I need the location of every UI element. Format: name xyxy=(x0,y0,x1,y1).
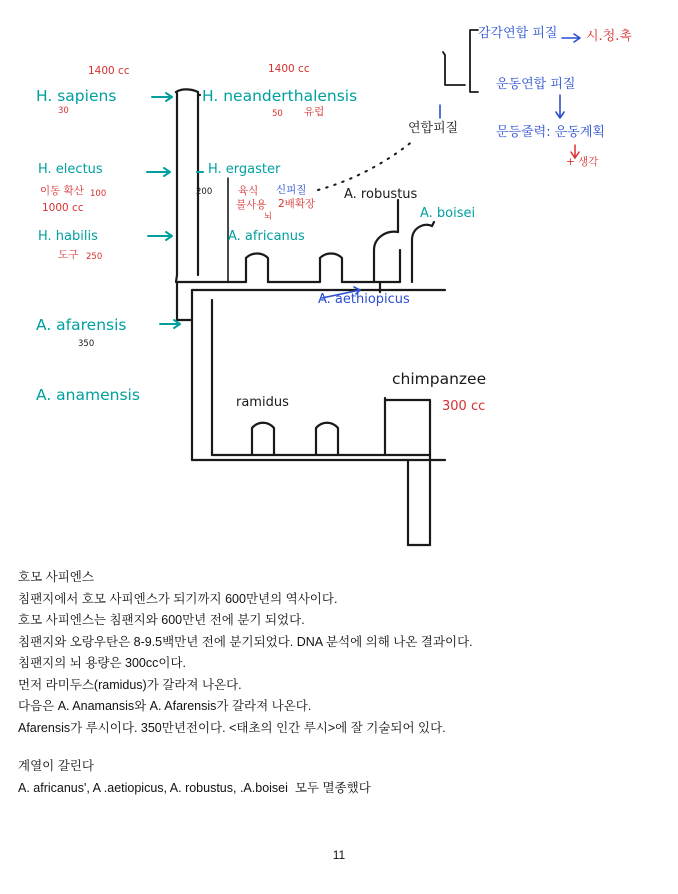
label-h-erectus-dispersal: 이동 확산 xyxy=(40,185,84,197)
label-neocortex: 신피질 xyxy=(276,184,307,196)
label-h-neanderthalensis: H. neanderthalensis xyxy=(202,87,358,105)
label-h-sapiens-brain-size: 1400 cc xyxy=(88,65,130,77)
label-sensory-association-cortex: 감각연합 피질 xyxy=(478,26,558,41)
notes-line: 침팬지와 오랑우탄은 8-9.5백만년 전에 분기되었다. DNA 분석에 의해 나온 결과이다. xyxy=(18,634,473,649)
page-number: 11 xyxy=(332,848,346,862)
label-h-erectus-age: 100 xyxy=(90,189,107,199)
notes-line: Afarensis가 루시이다. 350만년전이다. <태초의 인간 루시>에 잘 기술되어 있다. xyxy=(18,720,446,735)
label-a-afarensis: A. afarensis xyxy=(36,316,127,334)
label-motor-association-cortex: 운동연합 피질 xyxy=(496,77,576,92)
label-h-ergaster: H. ergaster xyxy=(208,162,281,177)
label-h-erectus-brain-size: 1000 cc xyxy=(42,202,84,214)
label-h-habilis-age: 250 xyxy=(86,252,103,262)
notes-spacer xyxy=(18,739,663,756)
label-meat-eating: 육식 xyxy=(238,185,259,197)
label-brain: 뇌 xyxy=(264,212,273,222)
label-h-neanderthalensis-brain-size: 1400 cc xyxy=(268,63,310,75)
label-sensory-modalities: 시.청.촉 xyxy=(586,29,632,44)
label-motor-planning: 문등줄력: 운동계획 xyxy=(496,125,605,140)
label-a-africanus: A. africanus xyxy=(228,229,305,244)
label-a-boisei: A. boisei xyxy=(420,206,476,221)
label-h-neanderthalensis-region: 유럽 xyxy=(304,106,325,118)
notes-line: 호모 사피엔스 xyxy=(18,570,94,584)
notes-line: A. africanus', A .aetiopicus, A. robustus, .A.boisei 모두 멸종했다 xyxy=(18,780,371,795)
label-a-aethiopicus: A. aethiopicus xyxy=(318,292,410,307)
label-chimpanzee: chimpanzee xyxy=(392,370,487,388)
label-brain-doubling: 2배확장 xyxy=(278,198,316,210)
label-h-ergaster-age: 200 xyxy=(196,187,213,197)
label-h-sapiens-age: 30 xyxy=(58,106,69,116)
label-h-erectus: H. electus xyxy=(38,162,103,177)
notes-line: 계열이 갈린다 xyxy=(18,759,94,773)
label-chimpanzee-brain-size: 300 cc xyxy=(442,399,486,414)
label-a-afarensis-age: 350 xyxy=(78,339,95,349)
notes-block xyxy=(18,567,663,799)
label-fire-use: 불사용 xyxy=(236,199,267,211)
notes-line: 먼저 라미두스(ramidus)가 갈라져 나온다. xyxy=(18,677,242,692)
label-h-habilis: H. habilis xyxy=(38,229,98,244)
notes-line: 침팬지에서 호모 사피엔스가 되기까지 600만년의 역사이다. xyxy=(18,591,338,606)
label-ramidus: ramidus xyxy=(236,395,289,410)
label-a-robustus: A. robustus xyxy=(344,187,418,202)
label-association-cortex: 연합피질 xyxy=(408,121,459,136)
notes-line: 침팬지의 뇌 용량은 300cc이다. xyxy=(18,656,186,670)
label-h-habilis-tools: 도구 xyxy=(58,249,79,261)
label-h-neanderthalensis-age: 50 xyxy=(272,109,283,119)
label-a-anamensis: A. anamensis xyxy=(36,386,140,404)
label-h-sapiens: H. sapiens xyxy=(36,87,117,105)
label-thought: + 생각 xyxy=(566,156,599,168)
notes-line: 다음은 A. Anamansis와 A. Afarensis가 갈라져 나온다. xyxy=(18,699,312,713)
notes-line: 호모 사피엔스는 침팬지와 600만년 전에 분기 되었다. xyxy=(18,613,305,627)
